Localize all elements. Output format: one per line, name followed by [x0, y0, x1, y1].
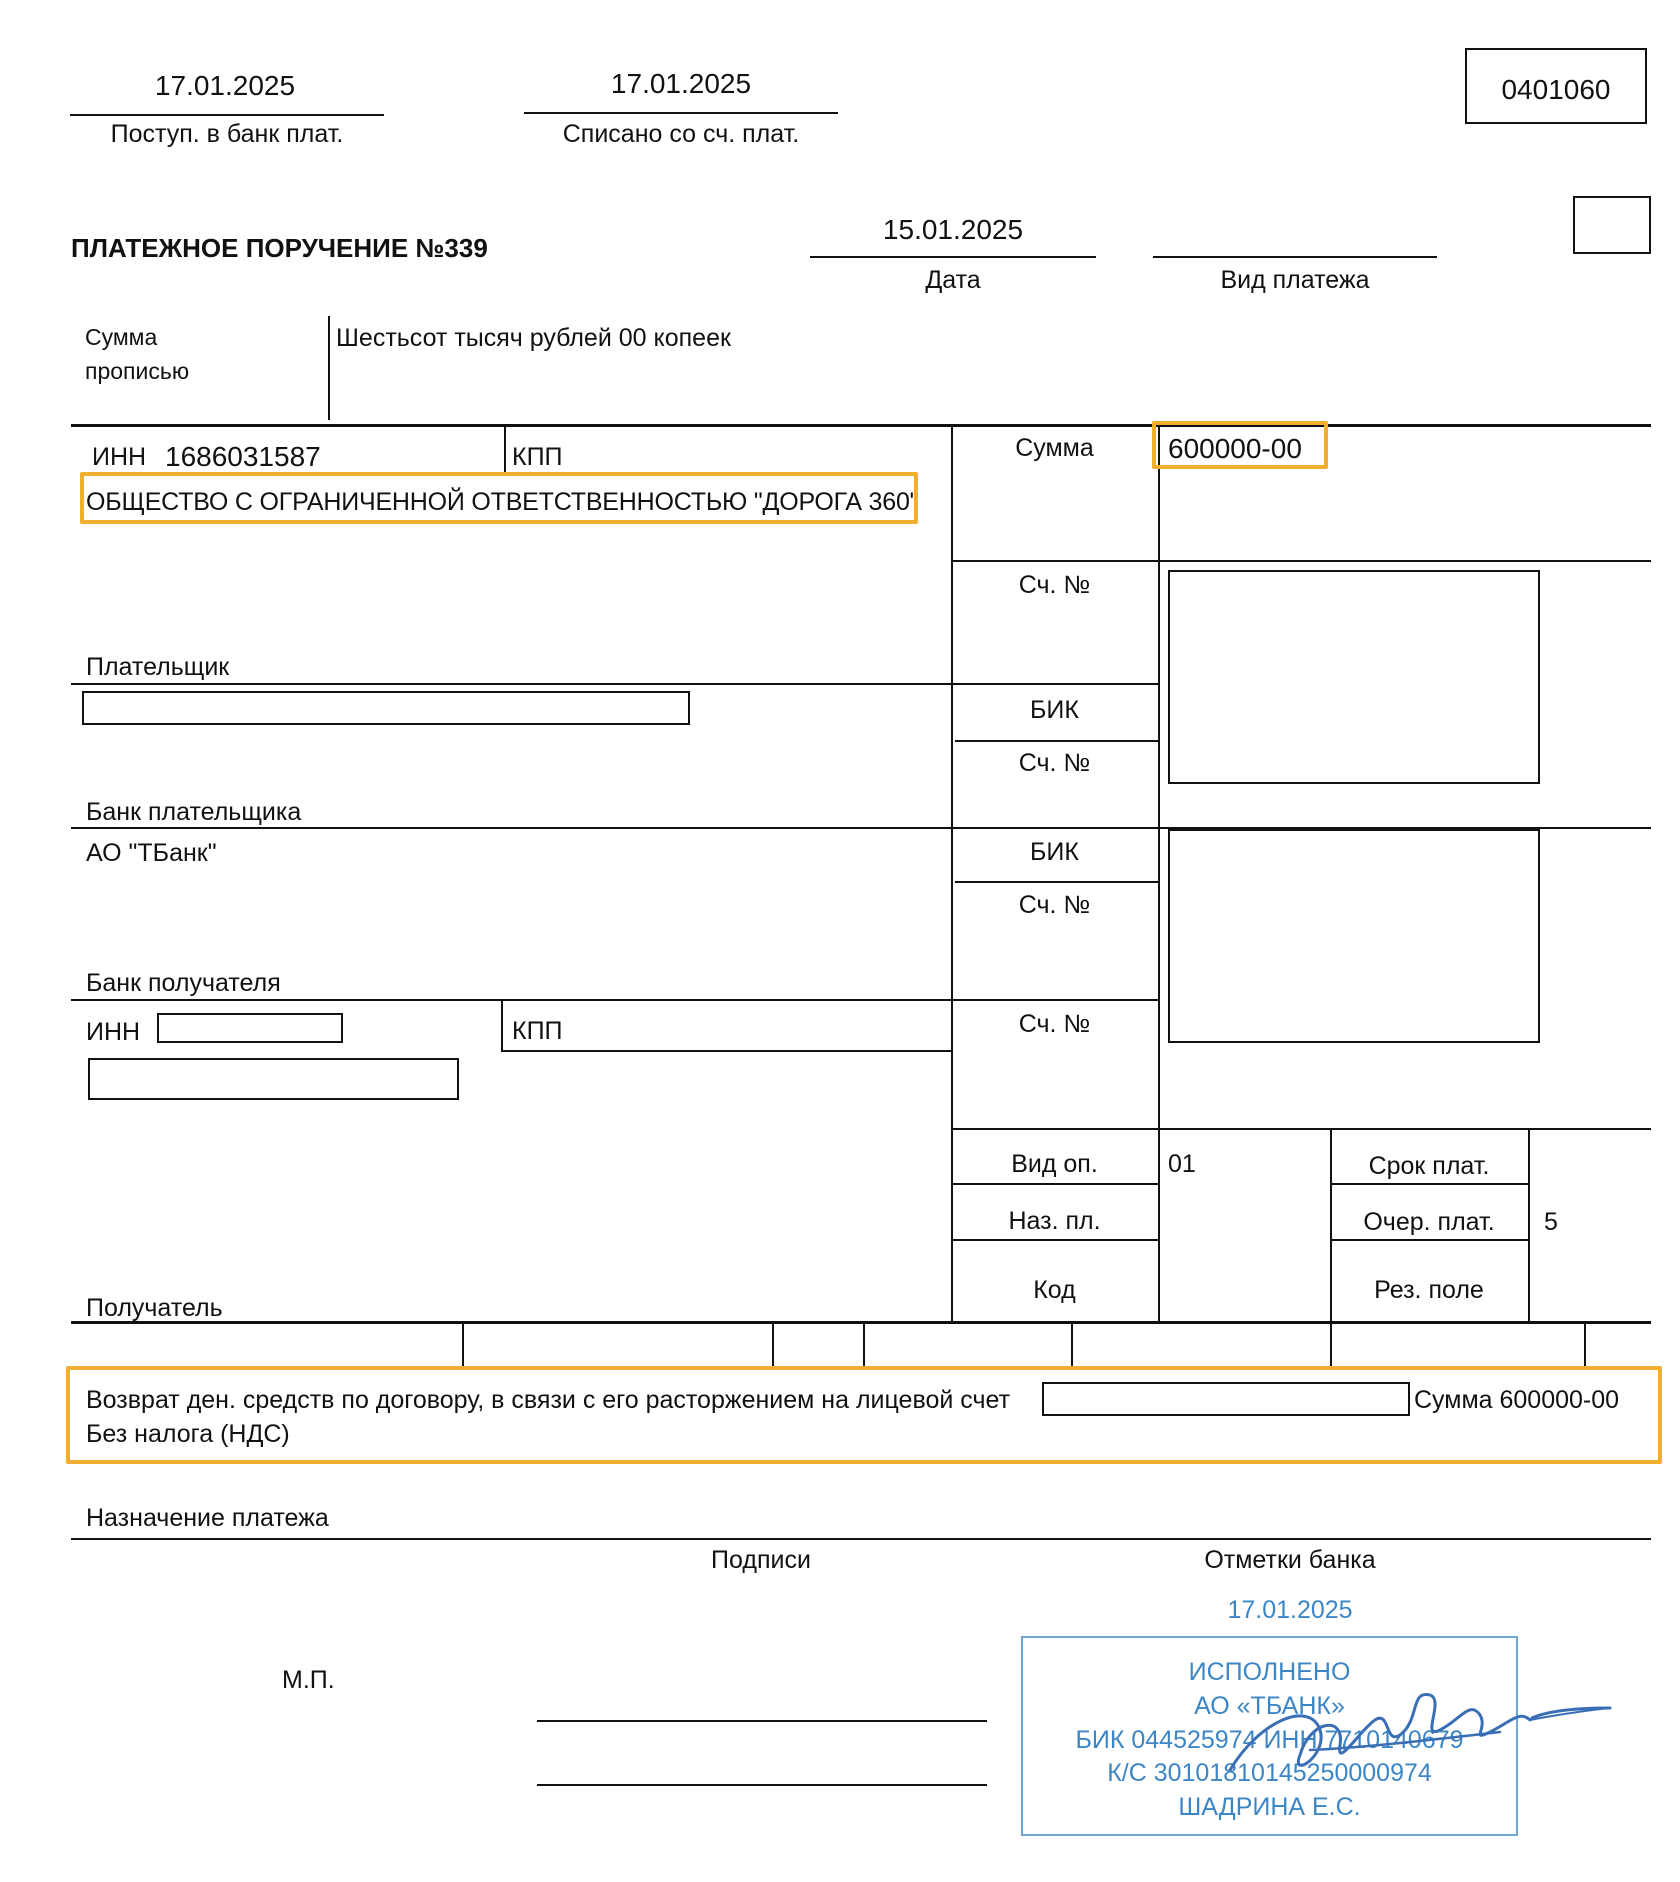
purpose-code-label: Наз. пл. [1008, 1207, 1101, 1235]
reserve-field-label: Рез. поле [1374, 1276, 1484, 1304]
divider [951, 1239, 1158, 1241]
due-date-label: Срок плат. [1368, 1152, 1490, 1180]
amount-value: 600000-00 [1168, 433, 1302, 464]
divider [863, 1322, 865, 1366]
payment-type-label: Вид платежа [1220, 266, 1370, 294]
divider [71, 683, 1158, 685]
amount-words-value: Шестьсот тысяч рублей 00 копеек [336, 324, 731, 352]
divider [1330, 1322, 1332, 1366]
recipient-bank-label: Банк получателя [86, 969, 281, 997]
divider [955, 740, 1158, 742]
divider [1330, 1239, 1528, 1241]
signature-line-2 [537, 1784, 987, 1786]
payer-bank-account-label: Сч. № [1018, 749, 1091, 777]
divider [71, 1321, 1651, 1324]
payer-inn: 1686031587 [165, 441, 321, 472]
payer-label: Плательщик [86, 653, 230, 681]
amount-label: Сумма [1015, 434, 1094, 462]
redacted-payer-account [1168, 570, 1540, 784]
divider [71, 1538, 1651, 1540]
payer-bank-name: АО "ТБанк" [86, 839, 217, 867]
signatures-label: Подписи [711, 1546, 811, 1574]
divider [955, 881, 1158, 883]
priority-label: Очер. плат. [1363, 1208, 1495, 1236]
divider [1528, 1128, 1530, 1322]
payer-name: ОБЩЕСТВО С ОГРАНИЧЕННОЙ ОТВЕТСТВЕННОСТЬЮ "ДОРОГА 360" [86, 488, 919, 516]
recipient-bank-account-label: Сч. № [1018, 891, 1091, 919]
payer-bank-bik-label: БИК [1030, 696, 1079, 724]
page-title: ПЛАТЕЖНОЕ ПОРУЧЕНИЕ №339 [71, 233, 488, 263]
bank-stamp-line-5: ШАДРИНА Е.С. [1178, 1793, 1361, 1821]
purpose-amount: Сумма 600000-00 [1414, 1386, 1620, 1414]
recipient-label: Получатель [86, 1294, 223, 1322]
divider [71, 424, 1651, 427]
form-code-box [1465, 48, 1647, 124]
handwritten-signature [1170, 1660, 1670, 1810]
divider [1153, 256, 1437, 258]
purpose-line-1: Возврат ден. средств по договору, в связи с его расторжением на лицевой счет [86, 1386, 1011, 1414]
divider [951, 424, 953, 1322]
payer-kpp-label: КПП [512, 443, 563, 471]
bank-stamp-line-1: ИСПОЛНЕНО [1188, 1658, 1351, 1686]
redacted-payer-account-field [82, 691, 690, 725]
bank-marks-label: Отметки банка [1204, 1546, 1376, 1574]
checkbox-field [1573, 196, 1651, 254]
bank-stamp-line-4: К/С 30101810145250000974 [1107, 1759, 1432, 1787]
payer-inn-label: ИНН [92, 443, 147, 471]
purpose-line-2: Без налога (НДС) [86, 1420, 290, 1448]
code-label: Код [1033, 1276, 1076, 1304]
recipient-account-label: Сч. № [1018, 1010, 1091, 1038]
doc-date-label: Дата [925, 266, 981, 294]
recipient-inn-label: ИНН [86, 1018, 141, 1046]
divider [1158, 424, 1160, 1322]
redacted-recipient-inn [157, 1013, 343, 1043]
divider [70, 114, 384, 116]
payment-purpose-label: Назначение платежа [86, 1504, 329, 1532]
date-received: 17.01.2025 [154, 70, 296, 101]
highlight-amount [1152, 421, 1328, 469]
redacted-recipient-bank-details [1168, 829, 1540, 1043]
stamp-place-label: М.П. [282, 1666, 335, 1694]
divider [524, 112, 838, 114]
divider [504, 424, 506, 474]
payer-account-label: Сч. № [1018, 571, 1091, 599]
divider [1330, 1183, 1528, 1185]
redacted-recipient-name [88, 1058, 459, 1100]
op-type-label: Вид оп. [1011, 1150, 1098, 1178]
amount-words-label-1: Сумма [85, 324, 158, 350]
doc-date: 15.01.2025 [882, 214, 1024, 245]
bank-stamp-line-2: АО «ТБАНК» [1194, 1692, 1345, 1720]
recipient-bank-bik-label: БИК [1030, 838, 1079, 866]
op-type-value: 01 [1168, 1150, 1196, 1178]
divider [1584, 1322, 1586, 1366]
signature-line-1 [537, 1720, 987, 1722]
divider [328, 316, 330, 420]
divider [1071, 1322, 1073, 1366]
payer-bank-label: Банк плательщика [86, 798, 302, 826]
divider [951, 560, 1651, 562]
divider [951, 1183, 1158, 1185]
divider [810, 256, 1096, 258]
divider [772, 1322, 774, 1366]
priority-value: 5 [1544, 1208, 1558, 1236]
highlight-payment-purpose [66, 1366, 1662, 1464]
divider [71, 999, 1158, 1001]
bank-stamp-line-3: БИК 044525974 ИНН 7710140679 [1075, 1726, 1464, 1754]
date-received-label: Поступ. в банк плат. [110, 120, 344, 148]
divider [951, 1128, 1651, 1130]
amount-words-label-2: прописью [85, 358, 190, 384]
divider [462, 1322, 464, 1366]
date-debited-label: Списано со сч. плат. [562, 120, 800, 148]
bank-stamp-date: 17.01.2025 [1227, 1596, 1353, 1624]
highlight-payer-name [80, 472, 918, 524]
divider [501, 999, 503, 1051]
recipient-kpp-label: КПП [512, 1017, 563, 1045]
signature-stroke [1530, 1700, 1630, 1730]
divider [501, 1050, 951, 1052]
date-debited: 17.01.2025 [610, 68, 752, 99]
form-code: 0401060 [1501, 74, 1611, 105]
